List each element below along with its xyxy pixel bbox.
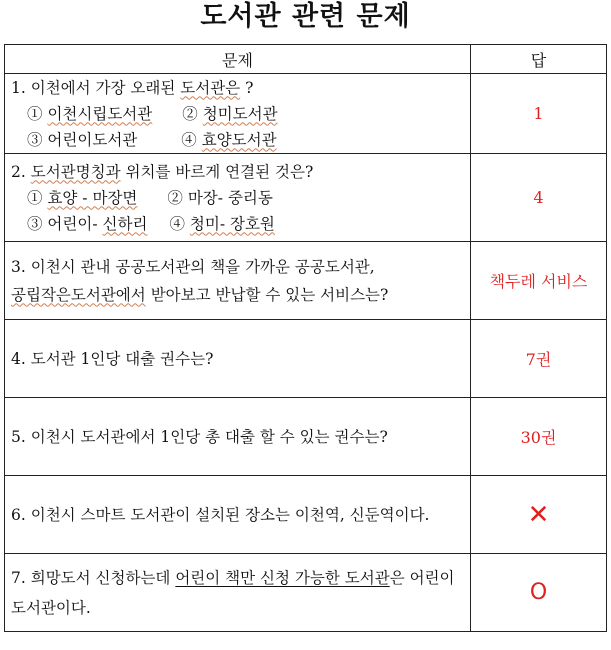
question-suffix: 위치를 바르게 연결된 것은?: [120, 162, 314, 181]
question-cell: [5, 554, 471, 632]
option-1-text: 이천시립도서관: [47, 104, 153, 123]
quiz-table: [4, 44, 607, 632]
option-4-number: ④: [181, 130, 202, 149]
table-row: [5, 320, 607, 398]
option-2: ② 마장- 중리동: [167, 188, 273, 207]
answer-cell: 7권: [471, 320, 607, 398]
options-line: [11, 211, 466, 237]
table-row: [5, 476, 607, 554]
table-row: [5, 398, 607, 476]
question-suffix: 은 어린이도서관이다.: [11, 568, 455, 617]
options-line: [11, 101, 466, 127]
option-4-number: ④: [169, 214, 190, 233]
question-emphasis: 도서관은: [180, 78, 241, 97]
option-4-text: 청미- 장호원: [189, 214, 275, 233]
answer-column-header: 답: [471, 45, 607, 74]
question-text: 3. 이천시 관내 공공도서관의 책을 가까운 공공도서관,: [11, 257, 375, 276]
question-text: 2.: [11, 162, 31, 181]
question-emphasis: 공립작은도서관에서: [11, 285, 146, 304]
option-2-number: ②: [182, 104, 203, 123]
question-cell: [5, 74, 471, 154]
question-suffix: ?: [240, 78, 254, 97]
answer-cell: 4: [471, 154, 607, 242]
table-header-row: [5, 45, 607, 74]
question-cell: 6. 이천시 스마트 도서관이 설치된 장소는 이천역, 신둔역이다.: [5, 476, 471, 554]
question-cell: 5. 이천시 도서관에서 1인당 총 대출 할 수 있는 권수는?: [5, 398, 471, 476]
answer-cell: 30권: [471, 398, 607, 476]
option-2-text: 청미도서관: [202, 104, 278, 123]
question-text: 7. 희망도서 신청하는데: [11, 568, 176, 587]
question-column-header: 문제: [5, 45, 471, 74]
table-row: [5, 554, 607, 632]
question-text: 1. 이천에서 가장 오래된: [11, 78, 181, 97]
question-suffix: 받아보고 반납할 수 있는 서비스는?: [145, 285, 389, 304]
question-emphasis: 도서관명칭과: [30, 162, 121, 181]
options-line: [11, 127, 466, 153]
option-1-number: ①: [27, 104, 48, 123]
options-line: [11, 185, 466, 211]
answer-cell: 1: [471, 74, 607, 154]
question-cell: 4. 도서관 1인당 대출 권수는?: [5, 320, 471, 398]
table-row: [5, 154, 607, 242]
answer-cell-incorrect-mark: ✕: [471, 476, 607, 554]
option-1-text: 효양 - 마장면: [47, 188, 138, 207]
answer-cell: 책두레 서비스: [471, 242, 607, 320]
table-row: [5, 242, 607, 320]
answer-cell-correct-mark: O: [471, 554, 607, 632]
option-3-label: ③ 어린이-: [27, 214, 103, 233]
option-4-text: 효양도서관: [201, 130, 277, 149]
question-cell: [5, 242, 471, 320]
question-cell: [5, 154, 471, 242]
option-3: ③ 어린이도서관: [27, 130, 138, 149]
document-title: 도서관 관련 문제: [200, 1, 411, 32]
table-row: [5, 74, 607, 154]
option-3-text: 신하리: [102, 214, 148, 233]
option-1-number: ①: [27, 188, 48, 207]
question-emphasis: 어린이 책만 신청 가능한 도서관: [175, 568, 390, 587]
